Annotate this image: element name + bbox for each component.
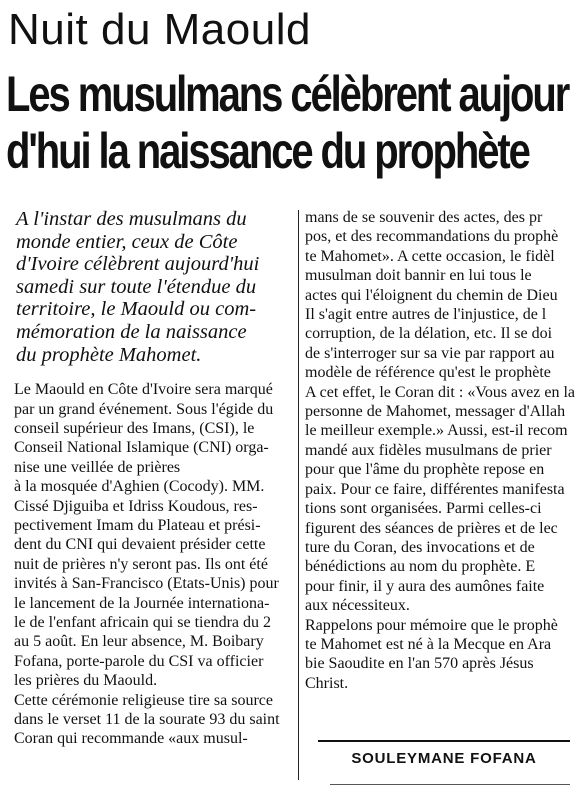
right-column: [305, 208, 577, 693]
bottom-rule: [330, 784, 570, 785]
body-line: dent du CNI qui devaient présider cette: [14, 536, 266, 554]
body-line: modèle de référence qu'est le prophète: [305, 364, 551, 382]
body-line: dans le verset 11 de la sourate 93 du saint: [14, 711, 280, 729]
body-line: corruption, de la délation, etc. Il se doi: [305, 325, 553, 343]
kicker-title: Nuit du Maould: [8, 5, 311, 54]
body-line: paix. Pour ce faire, différentes manifesta: [305, 480, 565, 498]
author-name: SOULEYMANE FOFANA: [318, 740, 570, 767]
body-line: Coran qui recommande «aux musul-: [14, 730, 248, 748]
lead-line: d'Ivoire célèbrent aujourd'hui: [16, 253, 260, 276]
body-line: ture du Coran, des invocations et de: [305, 538, 535, 556]
column-divider: [298, 210, 299, 780]
lead-line: A l'instar des musulmans du: [16, 208, 247, 230]
left-body-text: [12, 380, 292, 749]
body-line: Conseil National Islamique (CNI) orga-: [14, 439, 269, 457]
headline-line: d'hui la naissance du prophète: [6, 123, 529, 179]
body-line: conseil supérieur des Imans, (CSI), le: [14, 419, 255, 437]
author-signature: [318, 740, 570, 767]
body-line: Cissé Djiguiba et Idriss Koudous, res-: [14, 497, 258, 515]
body-line: nuit de prières n'y seront pas. Ils ont été: [14, 555, 268, 573]
body-line: A cet effet, le Coran dit : «Vous avez en la: [305, 383, 575, 401]
lead-line: du prophète Mahomet.: [16, 343, 202, 366]
body-line: te Mahomet». A cette occasion, le fidèl: [305, 247, 555, 265]
body-line: bie Saoudite en l'an 570 après Jésus: [305, 655, 534, 673]
body-line: te Mahomet est né à la Mecque en Ara: [305, 635, 552, 653]
lead-paragraph: [12, 208, 292, 366]
body-line: pectivement Imam du Plateau et prési-: [14, 517, 261, 534]
body-line: de s'interroger sur sa vie par rapport au: [305, 344, 555, 362]
body-line: le lancement de la Journée internationa-: [14, 594, 270, 612]
body-line: pos, et des recommandations du prophè: [305, 228, 559, 246]
body-line: Rappelons pour mémoire que le prophè: [305, 616, 558, 634]
body-line: Cette cérémonie religieuse tire sa source: [14, 691, 273, 709]
body-line: bénédictions au nom du prophète. E: [305, 558, 536, 576]
body-line: pour finir, il y aura des aumônes faite: [305, 577, 545, 595]
headline-line: Les musulmans célèbrent aujour: [6, 66, 569, 122]
body-line: figurent des séances de prières et de lec: [305, 519, 558, 537]
body-line: mandé aux fidèles musulmans de prier: [305, 441, 552, 459]
body-line: tions sont organisées. Parmi celles-ci: [305, 500, 542, 518]
right-body-text: [305, 208, 577, 693]
body-line: les prières du Maould.: [14, 672, 158, 690]
lead-line: territoire, le Maould ou com-: [16, 298, 257, 321]
lead-line: mémoration de la naissance: [16, 320, 247, 343]
body-line: actes qui l'éloignent du chemin de Dieu: [305, 286, 558, 304]
body-line: invités à San-Francisco (Etats-Unis) pour: [14, 575, 279, 593]
body-line: nise une veillée de prières: [14, 458, 181, 476]
body-line: Christ.: [305, 674, 349, 692]
headline: [6, 66, 569, 180]
body-line: pour que l'âme du prophète repose en: [305, 461, 545, 479]
body-line: aux nécessiteux.: [305, 597, 410, 615]
body-line: le meilleur exemple.» Aussi, est-il recom: [305, 422, 568, 440]
lead-line: samedi sur toute l'étendue du: [16, 275, 257, 298]
body-line: au 5 août. En leur absence, M. Boibary: [14, 633, 264, 651]
body-line: mans de se souvenir des actes, des pr: [305, 209, 543, 226]
body-line: Le Maould en Côte d'Ivoire sera marqué: [14, 381, 273, 399]
body-line: Il s'agit entre autres de l'injustice, de l: [305, 306, 547, 324]
body-line: par un grand événement. Sous l'égide du: [14, 400, 274, 418]
body-line: à la mosquée d'Aghien (Cocody). MM.: [14, 478, 265, 496]
body-line: le de l'enfant africain qui se tiendra du 2: [14, 614, 271, 632]
body-line: personne de Mahomet, messager d'Allah: [305, 403, 566, 421]
body-line: Fofana, porte-parole du CSI va officier: [14, 652, 264, 670]
body-line: musulman doit bannir en lui tous le: [305, 267, 532, 285]
lead-line: monde entier, ceux de Côte: [16, 230, 238, 253]
left-column: [12, 208, 292, 749]
